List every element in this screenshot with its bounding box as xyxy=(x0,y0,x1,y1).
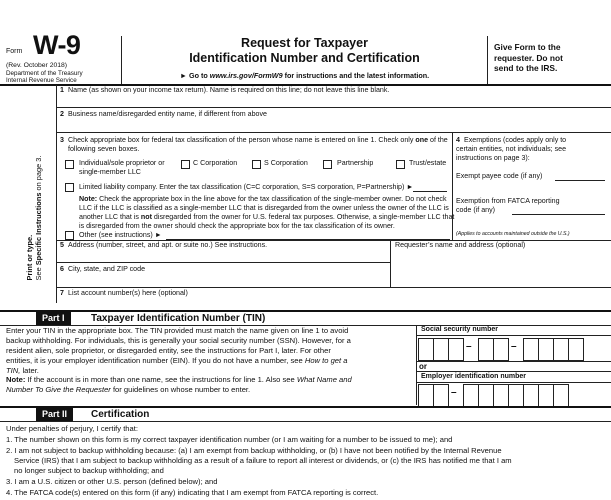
ein-input[interactable] xyxy=(418,384,608,406)
certification-item-3: 3. I am a U.S. citizen or other U.S. person (defined below); and xyxy=(6,477,218,486)
form-number: W-9 xyxy=(33,30,81,60)
llc-checkbox[interactable] xyxy=(65,183,74,192)
give-form-notice xyxy=(494,42,563,74)
line5-number: 5 xyxy=(60,241,64,249)
ein-digit-8[interactable] xyxy=(538,384,554,407)
individual-label-2: single-member LLC xyxy=(79,168,141,176)
line3-label-cont: following seven boxes. xyxy=(68,145,140,153)
instructions-url[interactable]: www.irs.gov/FormW9 xyxy=(209,71,283,80)
certification-item-2-line-3: no longer subject to backup withholding; and xyxy=(14,466,164,475)
ssn-digit-4[interactable] xyxy=(478,338,494,361)
line7-number: 7 xyxy=(60,289,64,297)
ssn-digit-7[interactable] xyxy=(538,338,554,361)
certification-item-1: 1. The number shown on this form is my correct taxpayer identification number (or I am waiting for a number to be issued to me); and xyxy=(6,435,453,444)
ssn-digit-3[interactable] xyxy=(448,338,464,361)
ssn-dash-2: – xyxy=(511,341,517,352)
fatca-label-2: code (if any) xyxy=(456,206,496,214)
form-title-line2: Identification Number and Certification xyxy=(189,51,420,65)
part1-text-5: TIN, later. xyxy=(6,366,39,375)
business-name-field[interactable] xyxy=(58,119,611,131)
part1-text-4: entities, it is your employer identification number (EIN). If you do not have a number, see How to get a xyxy=(6,356,348,365)
llc-classification-field[interactable] xyxy=(413,191,447,192)
s-corporation-checkbox[interactable] xyxy=(252,160,261,169)
ein-digit-6[interactable] xyxy=(508,384,524,407)
line4-number: 4 xyxy=(456,136,460,144)
note-line-1: Note: Check the appropriate box in the line above for the tax classification of the single-member owner. Do not check xyxy=(79,195,447,203)
exemptions-label-3: instructions on page 3): xyxy=(456,154,530,162)
ein-digit-4[interactable] xyxy=(478,384,494,407)
line6-number: 6 xyxy=(60,265,64,273)
line1-label: Name (as shown on your income tax return). Name is required on this line; do not leave this line blank. xyxy=(68,86,390,94)
give-line-3: send to the IRS. xyxy=(494,63,558,73)
ssn-digit-8[interactable] xyxy=(553,338,569,361)
goto-suffix: for instructions and the latest information. xyxy=(282,71,430,80)
requester-field[interactable] xyxy=(393,251,608,287)
instructions-link-line xyxy=(122,71,487,80)
sidebar-see: See xyxy=(34,265,43,281)
sidebar-print-or-type: Print or type. xyxy=(25,234,34,281)
note-line-2: LLC if the LLC is classified as a single-member LLC that is disregarded from the owner unless the owner of the LLC is xyxy=(79,204,449,212)
give-line-2: requester. Do not xyxy=(494,52,563,63)
box4-divider xyxy=(452,132,453,240)
llc-label: Limited liability company. Enter the tax classification (C=C corporation, S=S corporation, P=Partnership) ► xyxy=(79,183,414,191)
exemptions-label-2: certain entities, not individuals; see xyxy=(456,145,567,153)
ssn-input[interactable] xyxy=(418,338,608,360)
requester-divider xyxy=(390,240,391,288)
ssn-dash-1: – xyxy=(466,341,472,352)
ein-digit-9[interactable] xyxy=(553,384,569,407)
line2-number: 2 xyxy=(60,110,64,118)
line1-number: 1 xyxy=(60,86,64,94)
header-divider-right xyxy=(487,36,488,84)
line5-label: Address (number, street, and apt. or suite no.) See instructions. xyxy=(68,241,268,249)
or-label: or xyxy=(419,362,427,371)
ssn-digit-1[interactable] xyxy=(418,338,434,361)
certification-item-2-line-2: Service (IRS) that I am subject to backup withholding as a result of a failure to report all interest or dividends, or (c) the IRS has notified me that I am xyxy=(14,456,512,465)
name-field[interactable] xyxy=(58,95,611,107)
irs-name: Internal Revenue Service xyxy=(6,77,77,84)
ein-digit-2[interactable] xyxy=(433,384,449,407)
certification-intro: Under penalties of perjury, I certify that: xyxy=(6,424,138,433)
ein-digit-5[interactable] xyxy=(493,384,509,407)
ssn-digit-9[interactable] xyxy=(568,338,584,361)
s-corporation-label: S Corporation xyxy=(264,159,308,167)
line6-label: City, state, and ZIP code xyxy=(68,265,146,273)
part2-title: Certification xyxy=(91,409,150,420)
ein-dash: – xyxy=(451,387,457,398)
individual-label-1: Individual/sole proprietor or xyxy=(79,159,165,167)
partnership-label: Partnership xyxy=(337,159,374,167)
ssn-label: Social security number xyxy=(421,326,499,333)
part1-text-2: backup withholding. For individuals, this is generally your social security number (SSN). However, for a xyxy=(6,336,351,345)
exempt-payee-field[interactable] xyxy=(555,180,605,181)
part1-note-1: Note: If the account is in more than one name, see the instructions for line 1. Also see What Name and xyxy=(6,375,352,384)
line7-label: List account number(s) here (optional) xyxy=(68,289,188,297)
part1-text-3: resident alien, sole proprietor, or disregarded entity, see the instructions for Part I, later. For other xyxy=(6,346,331,355)
ein-label: Employer identification number xyxy=(421,373,527,380)
certification-item-4: 4. The FATCA code(s) entered on this form (if any) indicating that I am exempt from FATCA reporting is correct. xyxy=(6,488,379,497)
other-checkbox[interactable] xyxy=(65,231,74,240)
exemptions-label-1: Exemptions (codes apply only to xyxy=(464,136,567,144)
exempt-payee-label: Exempt payee code (if any) xyxy=(456,172,543,180)
give-line-1: Give Form to the xyxy=(494,42,561,52)
sidebar-specific-instructions: Specific Instructions xyxy=(34,192,43,266)
other-label: Other (see instructions) ► xyxy=(79,231,162,239)
trust-estate-label: Trust/estate xyxy=(409,159,447,167)
note-line-3: another LLC that is not disregarded from the owner for U.S. federal tax purposes. Otherwise, a single-member LLC that xyxy=(79,213,455,221)
fatca-label-1: Exemption from FATCA reporting xyxy=(456,197,560,205)
sidebar-on-page: on page 3. xyxy=(34,155,43,193)
partnership-checkbox[interactable] xyxy=(323,160,332,169)
line3-number: 3 xyxy=(60,136,64,144)
ein-digit-1[interactable] xyxy=(418,384,434,407)
part1-note-2: Number To Give the Requester for guidelines on whose number to enter. xyxy=(6,385,251,394)
ssn-digit-6[interactable] xyxy=(523,338,539,361)
address-field[interactable] xyxy=(58,250,388,261)
requester-label: Requester’s name and address (optional) xyxy=(395,241,526,249)
ssn-digit-2[interactable] xyxy=(433,338,449,361)
fatca-code-field[interactable] xyxy=(512,214,605,215)
ein-digit-3[interactable] xyxy=(463,384,479,407)
part1-text-1: Enter your TIN in the appropriate box. The TIN provided must match the name given on line 1 to avoid xyxy=(6,326,349,335)
goto-prefix: Go to xyxy=(188,71,210,80)
c-corporation-checkbox[interactable] xyxy=(181,160,190,169)
ssn-digit-5[interactable] xyxy=(493,338,509,361)
line2-label: Business name/disregarded entity name, if different from above xyxy=(68,110,267,118)
revision-date: (Rev. October 2018) xyxy=(6,62,68,69)
sidebar-divider xyxy=(56,85,57,303)
department-name: Department of the Treasury xyxy=(6,70,83,77)
part1-title: Taxpayer Identification Number (TIN) xyxy=(91,313,266,324)
part1-label: Part I xyxy=(36,312,71,325)
ein-digit-7[interactable] xyxy=(523,384,539,407)
individual-checkbox[interactable] xyxy=(65,160,74,169)
line3-label: Check appropriate box for federal tax classification of the person whose name is entered on line 1. Check only one of the xyxy=(68,136,448,144)
form-word: Form xyxy=(6,48,23,55)
part2-label: Part II xyxy=(36,408,73,421)
note-line-4: is disregarded from the owner should check the appropriate box for the tax classification of its owner. xyxy=(79,222,395,230)
account-numbers-field[interactable] xyxy=(58,298,608,308)
arrow-right-icon: ► xyxy=(179,71,187,80)
trust-estate-checkbox[interactable] xyxy=(396,160,405,169)
fatca-applies-note: (Applies to accounts maintained outside the U.S.) xyxy=(456,231,570,237)
city-state-zip-field[interactable] xyxy=(58,274,388,286)
c-corporation-label: C Corporation xyxy=(193,159,238,167)
certification-item-2-line-1: 2. I am not subject to backup withholding because: (a) I am exempt from backup withholding, or (b) I have not been notified by the Internal Revenue xyxy=(6,446,502,455)
form-title-line1: Request for Taxpayer xyxy=(241,36,368,50)
